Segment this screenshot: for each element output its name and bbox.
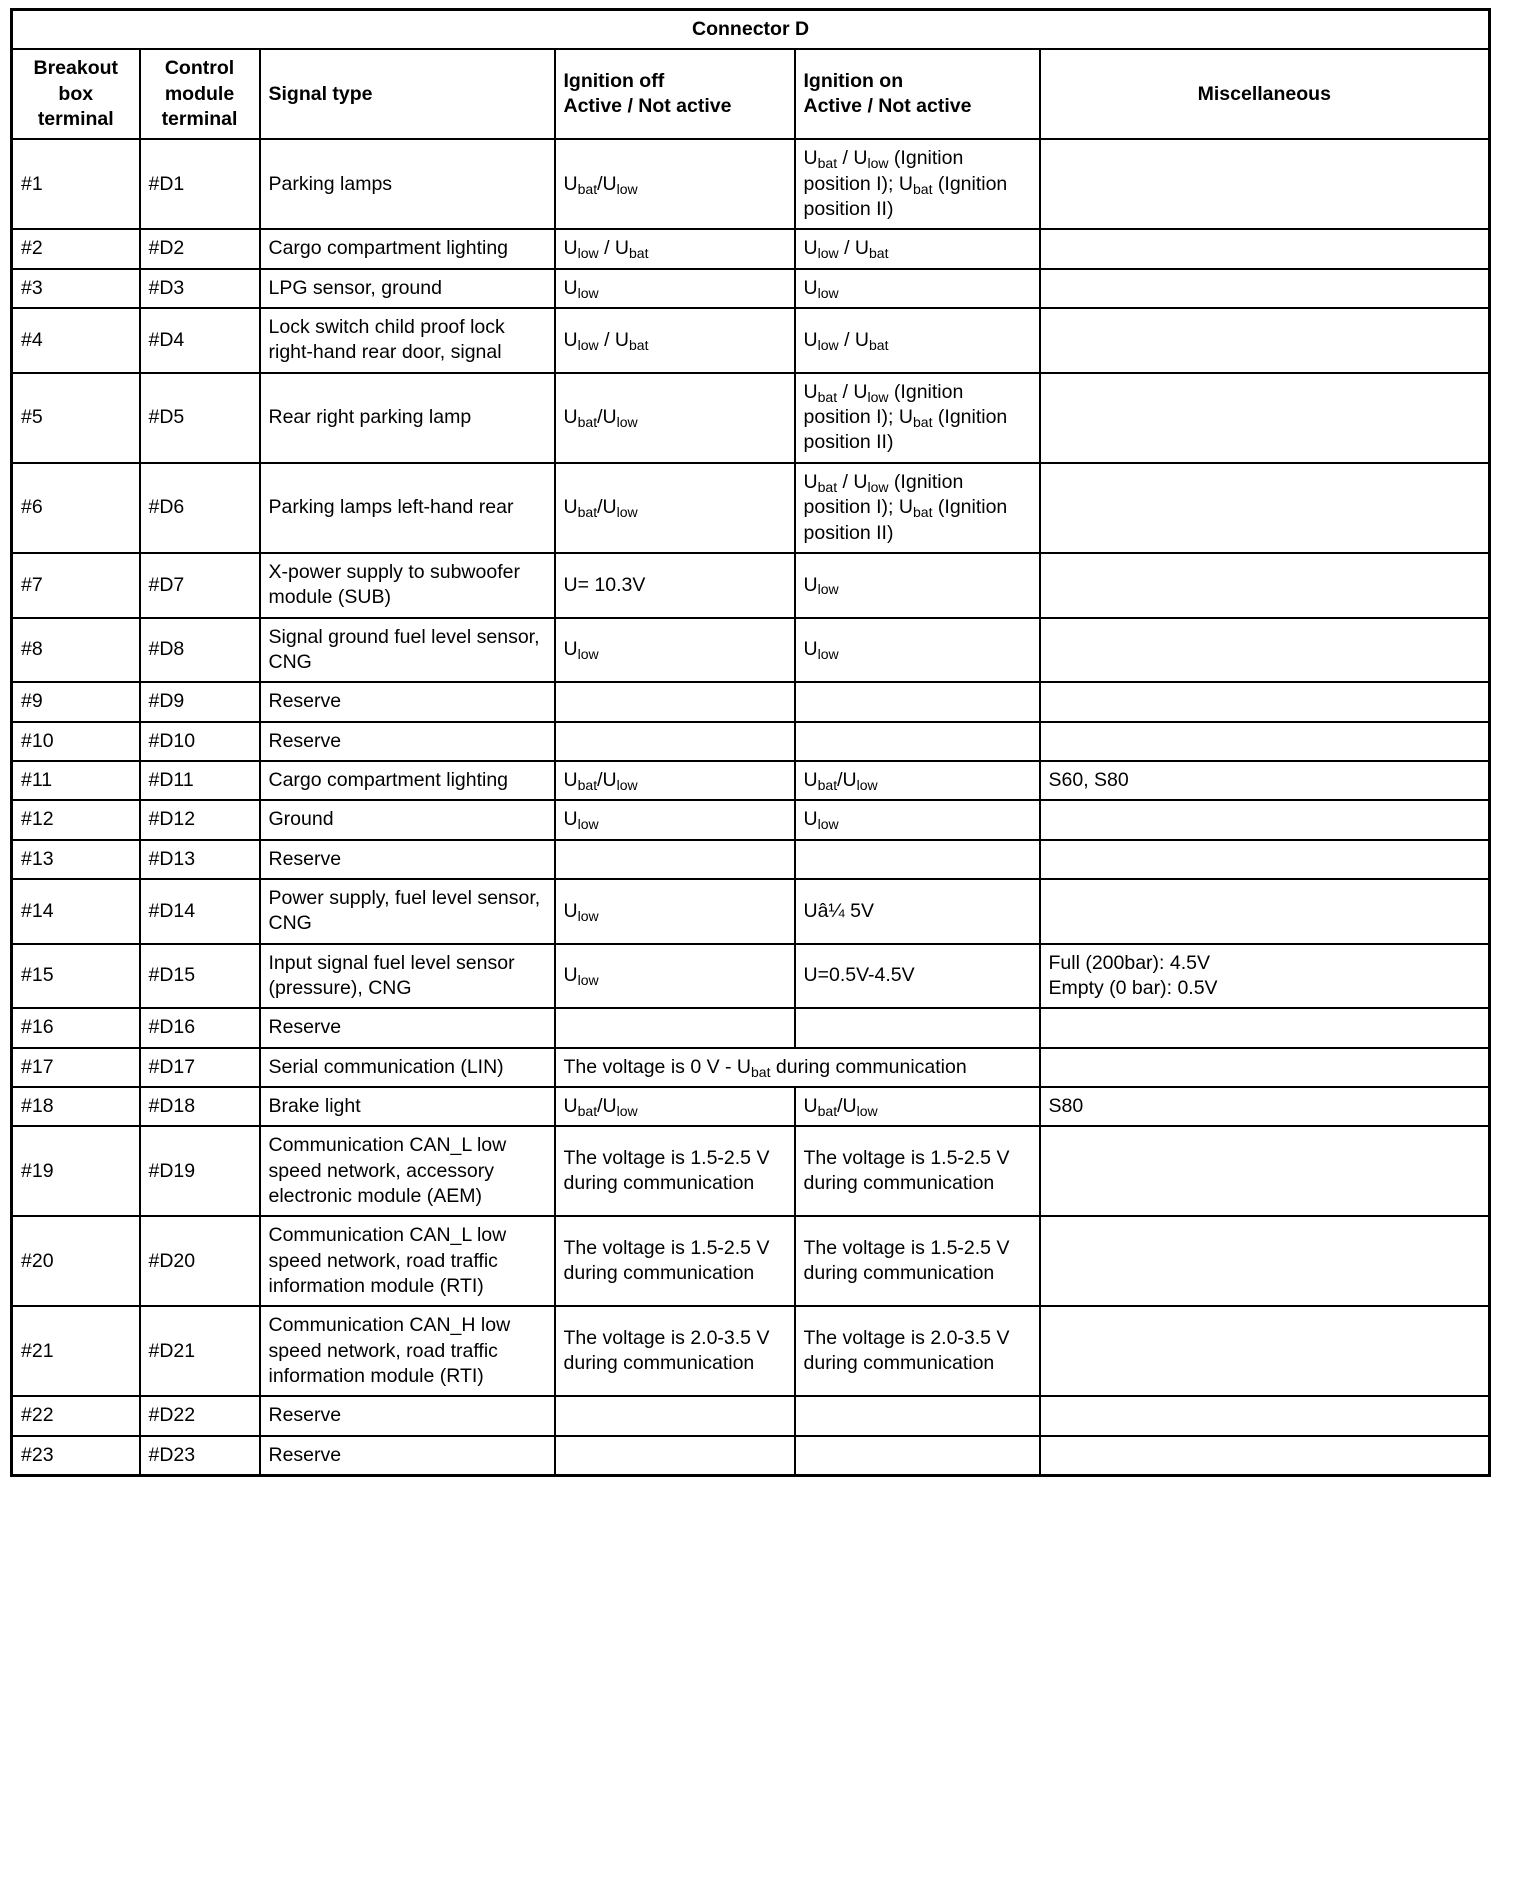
column-header-breakout-terminal: Breakout box terminal [12,49,140,139]
cell-control-terminal: #D15 [140,944,260,1009]
cell-breakout-terminal: #23 [12,1436,140,1476]
column-header-control-terminal: Control module terminal [140,49,260,139]
cell-control-terminal: #D3 [140,269,260,308]
cell-breakout-terminal: #15 [12,944,140,1009]
cell-miscellaneous [1040,879,1490,944]
cell-ignition-on: $U_{low}$ [795,618,1040,683]
cell-breakout-terminal: #3 [12,269,140,308]
cell-signal-type: Rear right parking lamp [260,373,555,463]
cell-ignition-on [795,840,1040,879]
table-row [12,761,1490,800]
cell-ignition-on: $U_{low}$ [795,553,1040,618]
cell-control-terminal: #D6 [140,463,260,553]
cell-miscellaneous: S80 [1040,1087,1490,1126]
table-row [12,944,1490,1009]
cell-signal-type: Cargo compartment lighting [260,761,555,800]
column-header-signal-type: Signal type [260,49,555,139]
cell-breakout-terminal: #9 [12,682,140,721]
cell-miscellaneous [1040,1008,1490,1047]
cell-miscellaneous [1040,682,1490,721]
ignition-off-line1: Ignition off [563,70,665,93]
cell-ignition-off: $U_{low}$ [555,618,795,683]
cell-miscellaneous [1040,618,1490,683]
cell-signal-type: Reserve [260,1436,555,1476]
table-title-row [12,10,1490,50]
table-row [12,373,1490,463]
cell-signal-type: Reserve [260,1008,555,1047]
cell-ignition-off [555,1008,795,1047]
cell-breakout-terminal: #20 [12,1216,140,1306]
cell-control-terminal: #D12 [140,800,260,839]
cell-miscellaneous [1040,553,1490,618]
cell-ignition-off: $U_{low}$ [555,879,795,944]
cell-breakout-terminal: #17 [12,1048,140,1087]
cell-signal-type: Parking lamps [260,139,555,229]
cell-miscellaneous [1040,373,1490,463]
page-title: Connector D [12,10,1490,50]
cell-control-terminal: #D19 [140,1126,260,1216]
cell-signal-type: Serial communication (LIN) [260,1048,555,1087]
cell-control-terminal: #D7 [140,553,260,618]
cell-control-terminal: #D23 [140,1436,260,1476]
cell-miscellaneous [1040,1216,1490,1306]
cell-control-terminal: #D5 [140,373,260,463]
cell-breakout-terminal: #22 [12,1396,140,1435]
cell-signal-type: Communication CAN_L low speed network, accessory electronic module (AEM) [260,1126,555,1216]
cell-signal-type: Brake light [260,1087,555,1126]
cell-ignition-off [555,682,795,721]
cell-breakout-terminal: #14 [12,879,140,944]
cell-miscellaneous [1040,139,1490,229]
cell-ignition-on: $U_{bat} / U_{low}$ (Ignition position I); $U_{bat}$ (Ignition position II) [795,373,1040,463]
cell-ignition-off: $U_{bat}/U_{low}$ [555,463,795,553]
table-row [12,1396,1490,1435]
table-row [12,840,1490,879]
cell-ignition-off: The voltage is 2.0-3.5 V during communication [555,1306,795,1396]
cell-control-terminal: #D21 [140,1306,260,1396]
cell-ignition-off: U= 10.3V [555,553,795,618]
cell-ignition-off: The voltage is 1.5-2.5 V during communication [555,1216,795,1306]
cell-ignition-on [795,682,1040,721]
cell-control-terminal: #D8 [140,618,260,683]
cell-control-terminal: #D20 [140,1216,260,1306]
table-row [12,229,1490,268]
cell-control-terminal: #D17 [140,1048,260,1087]
cell-signal-type: Signal ground fuel level sensor, CNG [260,618,555,683]
cell-breakout-terminal: #19 [12,1126,140,1216]
cell-miscellaneous [1040,229,1490,268]
table-row [12,682,1490,721]
table-row [12,1126,1490,1216]
cell-breakout-terminal: #18 [12,1087,140,1126]
cell-miscellaneous [1040,1126,1490,1216]
cell-miscellaneous [1040,840,1490,879]
cell-control-terminal: #D9 [140,682,260,721]
cell-ignition-off: $U_{bat}/U_{low}$ [555,1087,795,1126]
cell-ignition-off: $U_{low} / U_{bat}$ [555,308,795,373]
cell-signal-type: Input signal fuel level sensor (pressure), CNG [260,944,555,1009]
cell-signal-type: Cargo compartment lighting [260,229,555,268]
cell-miscellaneous [1040,800,1490,839]
cell-ignition-off: $U_{low}$ [555,800,795,839]
cell-ignition-off: $U_{bat}/U_{low}$ [555,761,795,800]
cell-breakout-terminal: #10 [12,722,140,761]
cell-ignition-off-on: The voltage is 0 V - $U_{bat}$ during communication [555,1048,1040,1087]
table-row [12,308,1490,373]
cell-signal-type: Communication CAN_L low speed network, road traffic information module (RTI) [260,1216,555,1306]
table-row [12,879,1490,944]
table-row [12,1436,1490,1476]
ignition-on-line1: Ignition on [803,70,904,93]
table-body [12,139,1490,1475]
cell-ignition-off [555,1396,795,1435]
cell-signal-type: X-power supply to subwoofer module (SUB) [260,553,555,618]
cell-ignition-on: $U_{bat}/U_{low}$ [795,761,1040,800]
cell-control-terminal: #D2 [140,229,260,268]
cell-ignition-on [795,1396,1040,1435]
cell-breakout-terminal: #8 [12,618,140,683]
table-header-row [12,49,1490,139]
cell-ignition-off: $U_{bat}/U_{low}$ [555,139,795,229]
cell-ignition-on [795,1436,1040,1476]
cell-ignition-off [555,1436,795,1476]
cell-ignition-off: $U_{low}$ [555,944,795,1009]
cell-ignition-off: $U_{bat}/U_{low}$ [555,373,795,463]
table-row [12,553,1490,618]
table-row [12,1048,1490,1087]
cell-ignition-off: $U_{low} / U_{bat}$ [555,229,795,268]
cell-ignition-on: The voltage is 1.5-2.5 V during communication [795,1216,1040,1306]
cell-ignition-on: $U_{low} / U_{bat}$ [795,308,1040,373]
cell-control-terminal: #D18 [140,1087,260,1126]
cell-signal-type: Parking lamps left-hand rear [260,463,555,553]
cell-control-terminal: #D14 [140,879,260,944]
cell-control-terminal: #D1 [140,139,260,229]
cell-miscellaneous: S60, S80 [1040,761,1490,800]
cell-ignition-on: $U_{bat} / U_{low}$ (Ignition position I); $U_{bat}$ (Ignition position II) [795,139,1040,229]
column-header-miscellaneous: Miscellaneous [1040,49,1490,139]
table-row [12,1008,1490,1047]
cell-signal-type: Reserve [260,722,555,761]
cell-ignition-on: $U_{bat} / U_{low}$ (Ignition position I); $U_{bat}$ (Ignition position II) [795,463,1040,553]
ignition-on-line2: Active / Not active [803,95,972,118]
cell-breakout-terminal: #7 [12,553,140,618]
table-row [12,1216,1490,1306]
cell-ignition-on: $U_{low}$ [795,269,1040,308]
cell-ignition-on: $U_{bat}/U_{low}$ [795,1087,1040,1126]
cell-ignition-off [555,840,795,879]
ignition-off-line2: Active / Not active [563,95,732,118]
cell-breakout-terminal: #13 [12,840,140,879]
cell-miscellaneous [1040,1306,1490,1396]
cell-miscellaneous [1040,308,1490,373]
table-row [12,269,1490,308]
cell-ignition-off: $U_{low}$ [555,269,795,308]
cell-ignition-on [795,1008,1040,1047]
cell-miscellaneous [1040,463,1490,553]
cell-ignition-on [795,722,1040,761]
cell-breakout-terminal: #12 [12,800,140,839]
cell-ignition-on: The voltage is 2.0-3.5 V during communication [795,1306,1040,1396]
cell-control-terminal: #D13 [140,840,260,879]
cell-signal-type: Reserve [260,840,555,879]
cell-breakout-terminal: #16 [12,1008,140,1047]
cell-signal-type: Reserve [260,682,555,721]
cell-control-terminal: #D22 [140,1396,260,1435]
cell-control-terminal: #D4 [140,308,260,373]
table-row [12,800,1490,839]
cell-ignition-on: U=0.5V-4.5V [795,944,1040,1009]
cell-breakout-terminal: #6 [12,463,140,553]
cell-ignition-on: Uâ¼ 5V [795,879,1040,944]
cell-breakout-terminal: #4 [12,308,140,373]
cell-signal-type: Reserve [260,1396,555,1435]
cell-miscellaneous [1040,1436,1490,1476]
cell-ignition-off [555,722,795,761]
column-header-ignition-on [795,49,1040,139]
column-header-ignition-off [555,49,795,139]
cell-breakout-terminal: #5 [12,373,140,463]
cell-control-terminal: #D10 [140,722,260,761]
table-row [12,722,1490,761]
table-row [12,618,1490,683]
cell-miscellaneous [1040,1048,1490,1087]
cell-ignition-on: The voltage is 1.5-2.5 V during communication [795,1126,1040,1216]
cell-signal-type: Power supply, fuel level sensor, CNG [260,879,555,944]
table-row [12,1087,1490,1126]
cell-signal-type: LPG sensor, ground [260,269,555,308]
cell-signal-type: Communication CAN_H low speed network, road traffic information module (RTI) [260,1306,555,1396]
cell-breakout-terminal: #11 [12,761,140,800]
cell-ignition-off: The voltage is 1.5-2.5 V during communication [555,1126,795,1216]
cell-miscellaneous [1040,269,1490,308]
cell-breakout-terminal: #21 [12,1306,140,1396]
table-row [12,1306,1490,1396]
cell-control-terminal: #D16 [140,1008,260,1047]
cell-miscellaneous [1040,722,1490,761]
cell-ignition-on: $U_{low} / U_{bat}$ [795,229,1040,268]
cell-breakout-terminal: #2 [12,229,140,268]
cell-breakout-terminal: #1 [12,139,140,229]
table-row [12,463,1490,553]
cell-miscellaneous [1040,1396,1490,1435]
cell-miscellaneous: Full (200bar): 4.5V Empty (0 bar): 0.5V [1040,944,1490,1009]
table-row [12,139,1490,229]
connector-table [10,8,1491,1477]
cell-signal-type: Lock switch child proof lock right-hand rear door, signal [260,308,555,373]
cell-control-terminal: #D11 [140,761,260,800]
cell-ignition-on: $U_{low}$ [795,800,1040,839]
cell-signal-type: Ground [260,800,555,839]
